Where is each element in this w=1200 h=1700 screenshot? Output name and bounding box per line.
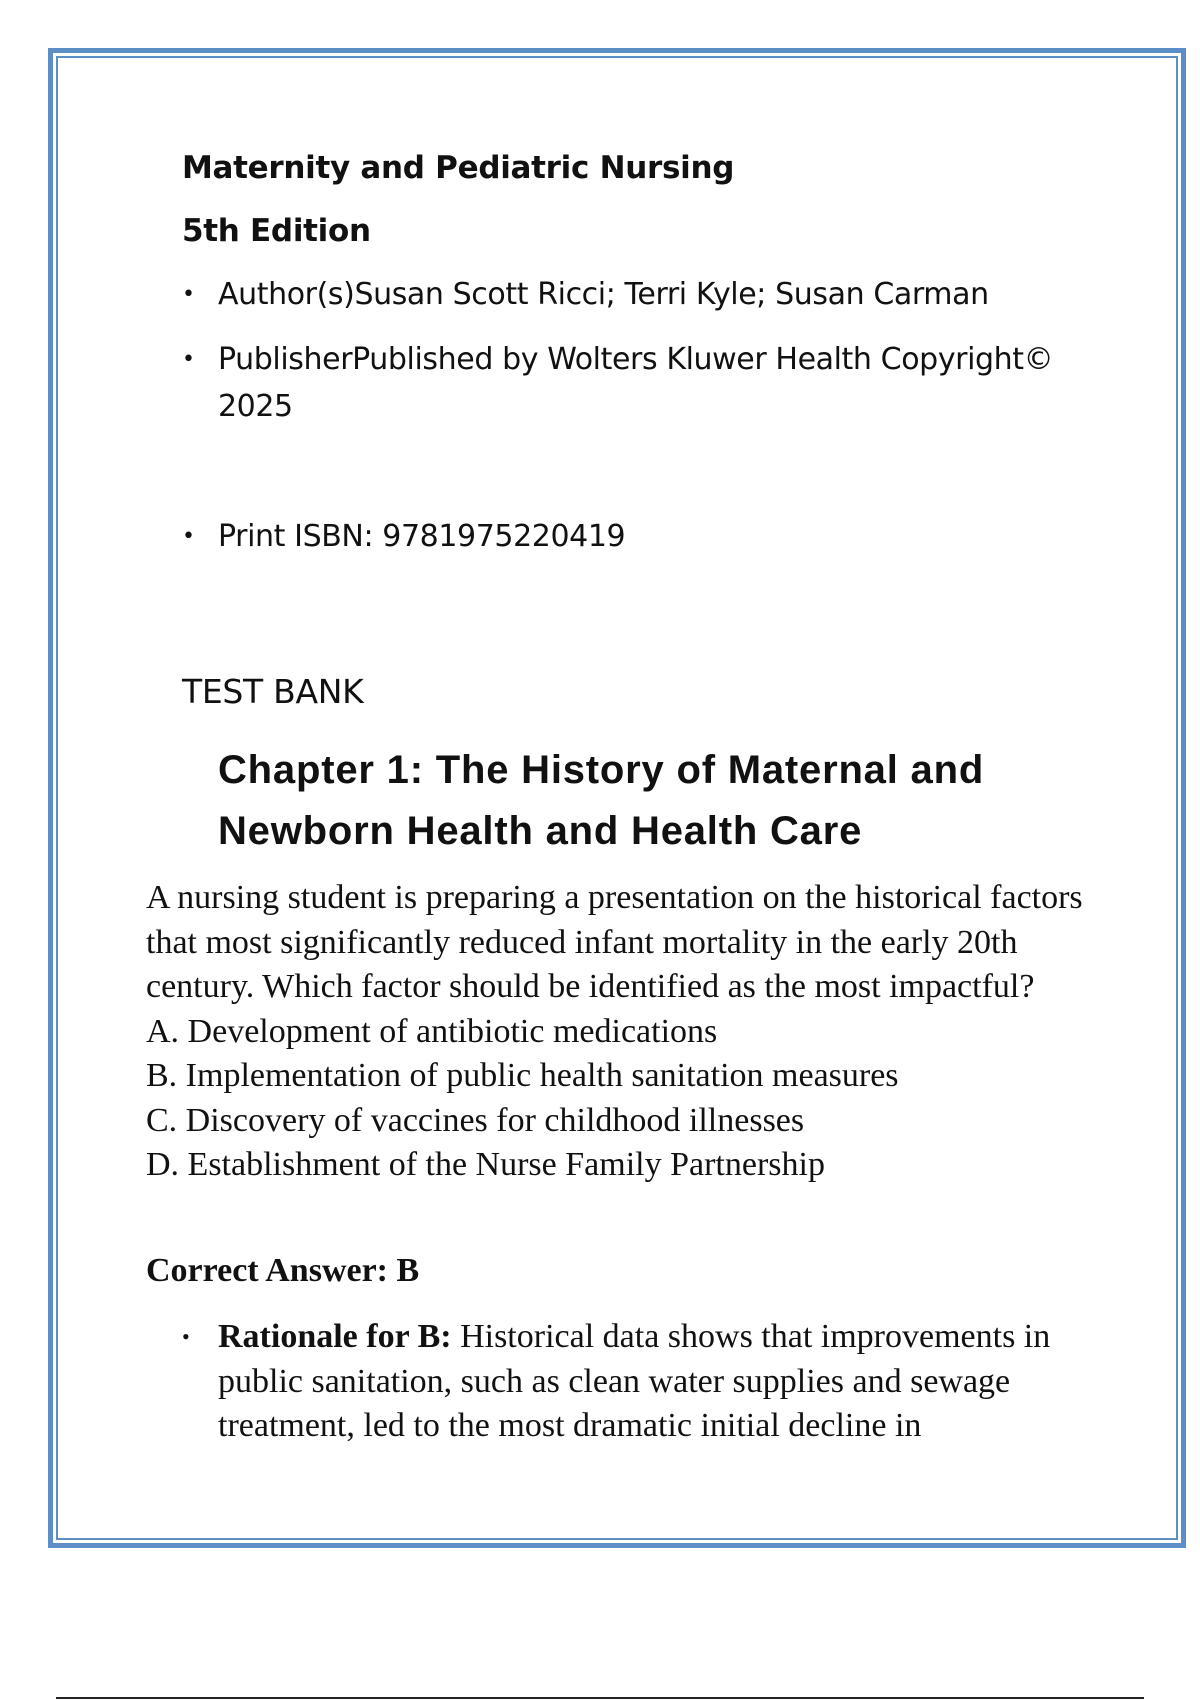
isbn-text: Print ISBN: 9781975220419 (218, 519, 626, 554)
test-bank-label: TEST BANK (182, 672, 364, 711)
bullet-icon: • (182, 524, 195, 549)
option-b: B. Implementation of public health sanitation measures (146, 1057, 899, 1094)
authors-item (182, 271, 1082, 318)
book-edition: 5th Edition (182, 213, 371, 249)
footer-divider (56, 1697, 1144, 1699)
publisher-text: PublisherPublished by Wolters Kluwer Health Copyright© 2025 (218, 342, 1054, 424)
bullet-icon: • (182, 347, 195, 372)
question-block (146, 876, 1106, 1188)
rationale-paragraph (218, 1315, 1102, 1449)
book-title: Maternity and Pediatric Nursing (182, 150, 735, 186)
answer-options (146, 1010, 1106, 1188)
publisher-item (182, 336, 1062, 430)
question-stem: A nursing student is preparing a presentation on the historical factors that most significantly reduced infant mortality in the early 20th century. Which factor should be identified as the most impactful? (146, 879, 1083, 1005)
bullet-icon: • (182, 282, 195, 307)
bullet-icon: • (182, 1324, 190, 1349)
correct-answer: Correct Answer: B (146, 1252, 420, 1289)
chapter-heading: Chapter 1: The History of Maternal and Newborn Health and Health Care (218, 748, 985, 853)
option-c: C. Discovery of vaccines for childhood illnesses (146, 1101, 805, 1139)
option-a: A. Development of antibiotic medications (146, 1012, 718, 1050)
authors-text: Author(s)Susan Scott Ricci; Terri Kyle; Susan Carman (218, 277, 989, 312)
rationale-text: Historical data shows that improvements in public sanitation, such as clean water supplies and sewage treatment, led to the most dramatic initial decline in (218, 1318, 1051, 1444)
rationale-item (182, 1315, 1102, 1449)
option-d: D. Establishment of the Nurse Family Partnership (146, 1146, 825, 1183)
isbn-item (182, 513, 1082, 560)
rationale-label: Rationale for B: (218, 1318, 452, 1355)
